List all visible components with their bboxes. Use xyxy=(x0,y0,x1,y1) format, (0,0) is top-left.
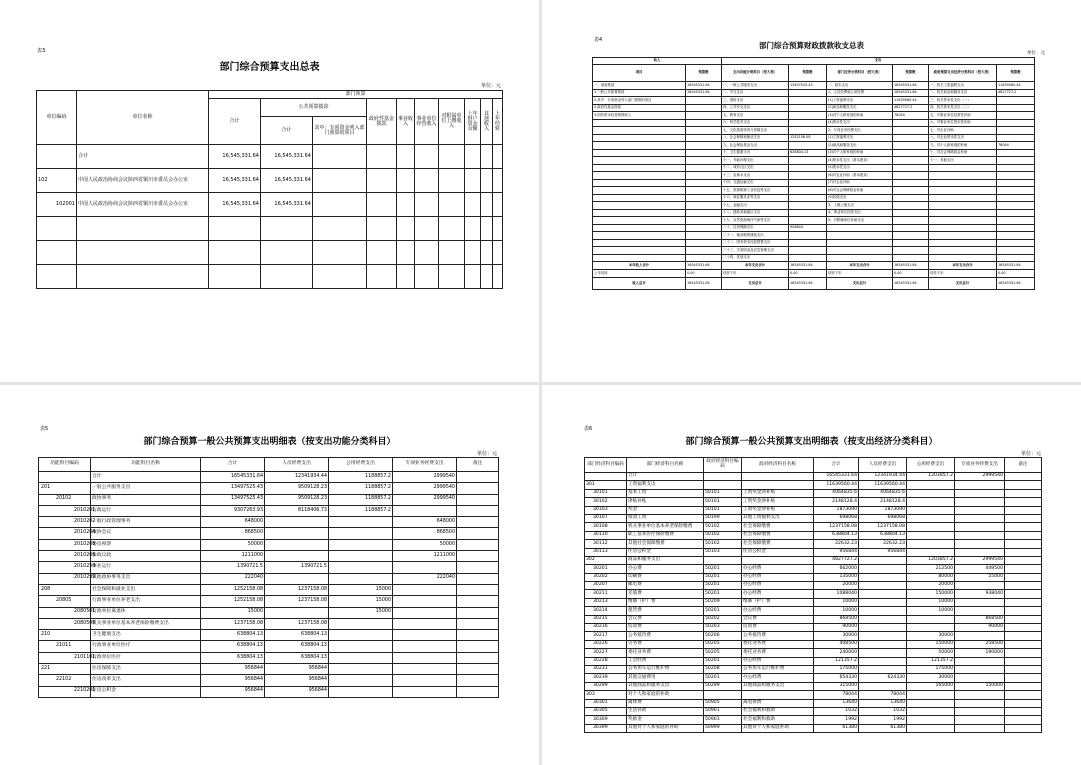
table-row: 十九、自然资源海洋气象等支出 5、对附属单位补助支出 xyxy=(593,217,1035,225)
table-row: 30309 奖励金 50901 社会福利和救助 1992 1992 xyxy=(585,716,1042,724)
page-fiscal-income-expense xyxy=(542,0,1081,382)
table-row: 303 对个人和家庭的补助 78044 78044 xyxy=(585,691,1042,699)
table-row: 2010206 参政议政 1211000 1211000 xyxy=(39,551,499,562)
col-income: 收入 xyxy=(593,58,722,65)
table-row: 十一、节能环保支出 (4)资本性支出（基本建设） 十一、其他支出 xyxy=(593,157,1035,165)
total-row: 本年收入合计 16545331.64 本年支出合计 16545331.64 本年支出合计 16545331.64 本年支出合计 16545331.64 xyxy=(593,262,1035,270)
table-row: 2.政府性基金拨款 四、公共安全支出 (2)商品和服务支出 4827727.2 四、机关资本性支出（二） xyxy=(593,104,1035,112)
col-carry-over: 上年结转 xyxy=(493,99,503,145)
table-header: 功能科目编码 功能科目名称 合计 人员经费支出 公用经费支出 专项业务经费支出 备注 xyxy=(39,458,499,472)
table-row: 30399 其他对个人和家庭的补助 50999 其他对个人和家庭补助 61380 61380 xyxy=(585,724,1042,732)
table-row: 合计 16,545,331.64 16,545,331.64 xyxy=(37,145,503,169)
col-expense: 支出 xyxy=(722,58,1035,65)
page-title: 部门综合预算支出总表 xyxy=(219,62,320,73)
table-row: 30108 机关事业单位基本养老保险缴费 50102 社会保障缴费 1237158.08 1237158.08 xyxy=(585,523,1042,531)
table-row: 30103 奖金 50101 工资奖金津补贴 1873090 1873090 xyxy=(585,506,1042,514)
col-budget: 预算数 xyxy=(686,65,722,82)
table-row: 2010202 一般行政管理事务 648000 648000 xyxy=(39,517,499,528)
table-row: 102 中国人民政治协商会议陕西省铜川市委员会办公室 16,545,331.64 16,545,331.64 xyxy=(37,169,503,193)
table-row: 30101 基本工资 50101 工资奖金津补贴 4064835.6 4064835.6 xyxy=(585,489,1042,497)
table-row: 20102 政协事务 13497525.43 9509128.23 1188857.2 2999540 xyxy=(39,494,499,505)
table-row: 合计 16545331.64 12341934.44 1203857.2 2999540 xyxy=(585,473,1042,481)
table-tag: 表6 xyxy=(584,426,593,432)
col-sub-income: 对附属单位上缴收入 xyxy=(439,99,465,145)
table-row: 十六、商业服务业等支出 (9)其他支出 xyxy=(593,194,1035,202)
unit-label: 单位：元 xyxy=(1020,451,1041,457)
table-row: 一、财政拨款 16545331.64 一、一般公共服务支出 13497525.43 一、基本支出 16545331.64 一、机关工资福利支出 11639560.44 xyxy=(593,82,1035,90)
table-row: 2010201 行政运行 9307263.93 8118406.73 1188857.2 xyxy=(39,505,499,516)
table-row: 十三、农林水支出 (6)对企业补助（基本建设） xyxy=(593,172,1035,180)
table-row: 210 卫生健康支出 638804.13 638804.13 xyxy=(39,630,499,641)
table-row: 30211 差旅费 50201 办公经费 1088040 150000 938040 xyxy=(585,590,1042,598)
table-tag: 表4 xyxy=(594,37,603,43)
table-row: 21011 行政事业单位医疗 638804.13 638804.13 xyxy=(39,641,499,652)
table-row: 十七、金融支出 3、上缴上级支出 xyxy=(593,202,1035,210)
table-row: 2010204 政协会议 868500 868500 xyxy=(39,528,499,539)
table-row: 30239 其他交通费用 50201 办公经费 654330 624330 30000 xyxy=(585,674,1042,682)
table-row: 30213 维修（护）费 50209 维修（护）费 10000 10000 xyxy=(585,598,1042,606)
page-title: 部门综合预算财政拨款收支总表 xyxy=(759,41,864,50)
col-biz-op: 事业单位经营收入 xyxy=(415,99,439,145)
economic-table xyxy=(584,457,1042,733)
table-row: 二十三、灾害防治及应急管理支出 xyxy=(593,247,1035,255)
col-last-year-balance: 上年财户资金余额 xyxy=(465,99,481,145)
table-row: 2080501 行政单位离退休 15000 15000 xyxy=(39,607,499,618)
carry-row: 上年结转 0.00 结转下年 0.00 结转下年 0.00 结转下年 0.00 xyxy=(593,270,1035,278)
table-row: 30301 离休费 50905 离退休费 13640 13640 xyxy=(585,699,1042,707)
col-other-income: 其他收入 xyxy=(481,99,493,145)
table-row: 2.其中：专项资金列入部门预算的项目 三、国防支出 (1)工资福利支出 11639560.44 三、机关资本性支出（一） xyxy=(593,97,1035,105)
table-row: 十五、资源勘探工业信息等支出 (8)对社会保障基金补助 xyxy=(593,187,1035,195)
table-row: 201 一般公共服务支出 13497525.43 9509128.23 1188857.2 2999540 xyxy=(39,483,499,494)
table-row: 30201 办公费 50201 办公经费 662000 212500 449500 xyxy=(585,565,1042,573)
table-row: 208 社会保障和就业支出 1252158.08 1237158.08 15000 xyxy=(39,584,499,595)
table-row: 二十二、国有资本经营预算支出 xyxy=(593,239,1035,247)
table-row: 十四、交通运输支出 (7)对企业补助 xyxy=(593,179,1035,187)
col-item: 项目 xyxy=(593,65,686,82)
table-row: 302 商品和服务支出 4827727.2 1203857.2 2999540 xyxy=(585,556,1042,564)
unit-label: 单位：元 xyxy=(476,451,497,457)
table-row: 30299 其他商品和服务支出 50299 其他商品和服务支出 315000 165000 150000 xyxy=(585,682,1042,690)
table-row: 30202 印刷费 50201 办公经费 135000 80000 55000 xyxy=(585,573,1042,581)
table-row: 30305 生活补助 50901 社会福利和救助 1032 1032 xyxy=(585,707,1042,715)
table-row: 二十一、粮油物资储备支出 xyxy=(593,232,1035,240)
table-row: 30107 绩效工资 50199 其他工资福利支出 698068 698068 xyxy=(585,514,1042,522)
table-row: 十八、援助其他地区支出 4、事业单位经营支出 xyxy=(593,209,1035,217)
col-biz-income: 事业收入 xyxy=(397,99,415,145)
grand-total-row: 收入总计 16545331.64 支出总计 16545331.64 支出总计 16545331.64 支出总计 16545331.64 xyxy=(593,278,1035,290)
table-row: 22102 住房改革支出 956844 956844 xyxy=(39,675,499,686)
col-budget: 预算数 xyxy=(997,65,1035,82)
col-gov-fund: 政府性基金拨款 xyxy=(367,99,397,145)
table-row: 30226 劳务费 50205 委托业务费 408500 150000 258500 xyxy=(585,640,1042,648)
table-row: 30231 公务用车运行维护费 50208 公务用车运行维护费 175000 175000 xyxy=(585,665,1042,673)
table-row: 30102 津贴补贴 50101 工资奖金津补贴 2148128.4 2148128.4 xyxy=(585,498,1042,506)
col-budget: 预算数 xyxy=(893,65,929,82)
page-title: 部门综合预算一般公共预算支出明细表（按支出经济分类科目） xyxy=(685,437,938,447)
table-tag: 表3 xyxy=(37,48,46,54)
table-row: 30216 培训费 50203 培训费 90000 90000 xyxy=(585,624,1042,632)
table-row: 合计 16545331.64 12341934.44 1188857.2 2999540 xyxy=(39,472,499,483)
functional-table xyxy=(38,457,499,698)
table-row: 102001 中国人民政治协商会议陕西省铜川市委员会办公室 16,545,331.64 16,545,331.64 xyxy=(37,193,503,217)
table-row: 六、科学技术支出 (4)资本性支出 六、对事业单位资本性补助 xyxy=(593,119,1035,127)
table-row: 30214 租赁费 50201 办公经费 10000 10000 xyxy=(585,607,1042,615)
table-row: 30207 邮电费 50201 办公经费 20000 20000 xyxy=(585,582,1042,590)
table-row: 20805 行政事业单位养老支出 1252158.08 1237158.08 15000 xyxy=(39,596,499,607)
table-row: 七、文化旅游体育与传媒支出 2、专项业务经费支出 七、对企业补助 xyxy=(593,127,1035,135)
page-title: 部门综合预算一般公共预算支出明细表（按支出功能分类科目） xyxy=(143,437,396,447)
fiscal-table xyxy=(592,57,1035,290)
table-row: 301 工资福利支出 11639560.44 11639560.44 xyxy=(585,481,1042,489)
table-row: 八、社会保障和就业支出 1252158.08 (1)工资福利支出 八、对企业资本性支出 xyxy=(593,134,1035,142)
col-unit-code: 单位编码 xyxy=(37,91,77,145)
col-public-total: 合计 xyxy=(261,117,313,145)
unit-label: 单位：元 xyxy=(1027,51,1045,56)
col-budget: 预算数 xyxy=(789,65,827,82)
col-func-class: 支出功能分类科目（按大类） xyxy=(722,65,789,82)
table-row: 30227 委托业务费 50205 委托业务费 240000 50000 190000 xyxy=(585,649,1042,657)
table-row: 30215 会议费 50202 会议费 868500 868500 xyxy=(585,615,1042,623)
col-dept-budget: 部门预算 xyxy=(209,91,503,99)
col-econ-gov: 政府预算支出经济分类科目（按大类） xyxy=(929,65,997,82)
table-row: 2101101 行政单位医疗 638804.13 638804.13 xyxy=(39,652,499,663)
page-economic-detail xyxy=(542,385,1081,765)
table-row: 2010299 其他政协事务支出 222040 222040 xyxy=(39,573,499,584)
table-row: 30112 其他社会保障缴费 50102 社会保障缴费 22632.23 22632.23 xyxy=(585,540,1042,548)
table-row: 2080505 机关事业单位基本养老保险缴费支出 1237158.08 1237158.08 xyxy=(39,618,499,629)
table-row: 2010205 委员视察 50000 50000 xyxy=(39,539,499,550)
table-row: 30113 住房公积金 50103 住房公积金 956844 956844 xyxy=(585,548,1042,556)
table-row: 九、社会保险基金支出 (2)商品和服务支出 九、对个人和家庭的补助 78044 xyxy=(593,142,1035,150)
table-row: 30110 职工基本医疗保险缴费 50102 社会保障缴费 638804.13 638804.13 xyxy=(585,531,1042,539)
col-special-fund: 其中：专项资金列入部门预算的项目 xyxy=(313,117,367,145)
table-row: 1.一般公共预算拨款 16545331.64 二、外交支出 1、人员经费和公用经费 16545331.64 二、机关商品和服务支出 4827727.2 xyxy=(593,89,1035,97)
col-unit-name: 单位名称 xyxy=(77,91,209,145)
table-header: 部门经济科目编码 部门经济科目名称 政府经济科目编码 政府经济科目名称 合计 人员经费支出 公用经费支出 专项业务经费支出 备注 xyxy=(585,458,1042,473)
col-public-budget: 公共预算拨款 xyxy=(261,99,367,117)
table-row: 221 住房保障支出 956844 956844 xyxy=(39,664,499,675)
page-functional-detail xyxy=(0,385,539,765)
col-econ-dept: 部门经济分类科目（按大类） xyxy=(827,65,893,82)
table-row: 二十四、其他支出 xyxy=(593,254,1035,262)
table-row: 十二、城乡社区支出 (5)资本性支出 xyxy=(593,164,1035,172)
table-tag: 表5 xyxy=(40,426,49,432)
table-row: 2010250 事业运行 1390721.5 1390721.5 xyxy=(39,562,499,573)
unit-label: 单位：元 xyxy=(480,83,501,89)
table-row: 3.国有资本经营预算收入 五、教育支出 (3)对个人和家庭的补助 78044 五、对事业单位经常性补助 xyxy=(593,112,1035,120)
summary-table xyxy=(36,90,503,289)
table-row: 二十、住房保障支出 956844 xyxy=(593,224,1035,232)
page-expenditure-summary xyxy=(0,0,539,382)
table-row: 30217 公务接待费 50206 公务接待费 30000 30000 xyxy=(585,632,1042,640)
table-row: 2210201 住房公积金 956844 956844 xyxy=(39,686,499,697)
col-total: 合计 xyxy=(209,99,261,145)
table-row: 30228 工会经费 50201 办公经费 121357.2 121357.2 xyxy=(585,657,1042,665)
table-row: 十、卫生健康支出 638804.13 (3)对个人和家庭的补助 十、对社会保障基金补助 xyxy=(593,149,1035,157)
